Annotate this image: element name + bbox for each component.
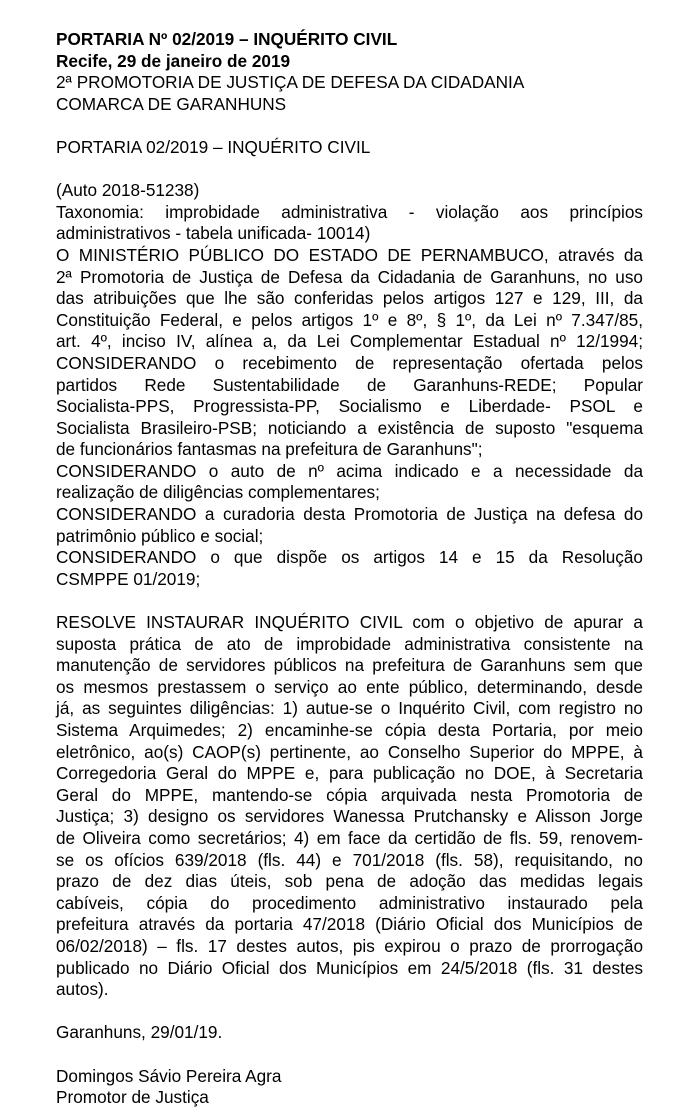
text-line: Sistema Arquimedes; 2) encaminhe-se cópia desta Portaria, por meio [56, 720, 643, 740]
text-line: prazo de dez dias úteis, sob pena de adoção das medidas legais [56, 871, 643, 892]
signer-name: Domingos Sávio Pereira Agra [56, 1065, 282, 1086]
considering-paragraph-3 [56, 504, 643, 547]
text-line: CONSIDERANDO o auto de nº acima indicado e a necessidade da [56, 460, 643, 481]
text-line: prefeitura através da portaria 47/2018 (Diário Oficial dos Municípios de [56, 914, 643, 935]
considering-paragraph-1 [56, 353, 643, 461]
text-line: já, as seguintes diligências: 1) autue-se o Inquérito Civil, com registro no [56, 698, 643, 719]
text-line: Geral do MPPE, mantendo-se cópia arquivada nesta Promotoria de [56, 784, 643, 805]
text-line: patrimônio público e social; [56, 525, 264, 546]
text-line: CSMPPE 01/2019; [56, 568, 201, 589]
office-name: 2ª PROMOTORIA DE JUSTIÇA DE DEFESA DA CIDADANIA [56, 72, 525, 93]
text-line: Socialista Brasileiro-PSB; noticiando a existência de suposto "esquema [56, 417, 643, 438]
text-line: publicado no Diário Oficial dos Municípios em 24/5/2018 (fls. 31 destes [56, 957, 643, 978]
district-name: COMARCA DE GARANHUNS [56, 93, 287, 114]
preamble-paragraph [56, 245, 643, 353]
text-line: de Oliveira como secretários; 4) em face da certidão de fls. 59, renovem- [56, 827, 643, 848]
text-line: realização de diligências complementares; [56, 482, 380, 503]
place-and-date: Garanhuns, 29/01/19. [56, 1022, 223, 1043]
resolution-paragraph [56, 612, 643, 1001]
considering-paragraph-4 [56, 547, 643, 590]
text-line: suposta prática de ato de improbidade administrativa consistente na [56, 633, 643, 654]
taxonomy-paragraph [56, 202, 643, 245]
text-line: das atribuições que lhe são conferidas pelos artigos 127 e 129, III, da [56, 288, 643, 309]
text-line: os mesmos prestassem o serviço ao ente público, determinando, desde [56, 676, 643, 697]
document-date: Recife, 29 de janeiro de 2019 [56, 50, 291, 71]
text-line: Socialista-PPS, Progressista-PP, Socialismo e Liberdade- PSOL e [56, 396, 643, 417]
text-line: Corregedoria Geral do MPPE e, para publicação no DOE, à Secretaria [56, 763, 643, 784]
text-line: autos). [56, 979, 109, 1000]
document-subtitle: PORTARIA 02/2019 – INQUÉRITO CIVIL [56, 136, 371, 157]
text-line: 2ª Promotoria de Justiça de Defesa da Cidadania de Garanhuns, no uso [56, 266, 643, 287]
text-line: eletrônico, ao(s) CAOP(s) pertinente, ao Conselho Superior do MPPE, à [56, 741, 643, 762]
document-title: PORTARIA Nº 02/2019 – INQUÉRITO CIVIL [56, 29, 398, 49]
text-line: art. 4º, inciso IV, alínea a, da Lei Complementar Estadual nº 12/1994; [56, 331, 643, 352]
considering-paragraph-2 [56, 461, 643, 504]
auto-reference: (Auto 2018-51238) [56, 180, 200, 201]
text-line: CONSIDERANDO o que dispõe os artigos 14 e 15 da Resolução [56, 547, 643, 568]
text-line: Justiça; 3) designo os servidores Wanessa Prutchansky e Alisson Jorge [56, 806, 643, 827]
text-line: cabíveis, cópia do procedimento administrativo instaurado pela [56, 892, 643, 913]
text-line: 06/02/2018) – fls. 17 destes autos, pis expirou o prazo de prorrogação [56, 935, 643, 956]
text-line: partidos Rede Sustentabilidade de Garanhuns-REDE; Popular [56, 374, 643, 395]
text-line: manutenção de servidores públicos na prefeitura de Garanhuns sem que [56, 655, 643, 676]
text-line: O MINISTÉRIO PÚBLICO DO ESTADO DE PERNAMBUCO, através da [56, 244, 643, 265]
text-line: administrativos - tabela unificada- 10014) [56, 223, 371, 244]
text-line: Constituição Federal, e pelos artigos 1º e 8º, § 1º, da Lei nº 7.347/85, [56, 309, 643, 330]
text-line: CONSIDERANDO o recebimento de representação ofertada pelos [56, 352, 643, 373]
text-line: Taxonomia: improbidade administrativa - violação aos princípios [56, 201, 643, 222]
text-line: se os ofícios 639/2018 (fls. 44) e 701/2018 (fls. 58), requisitando, no [56, 849, 643, 870]
text-line: CONSIDERANDO a curadoria desta Promotoria de Justiça na defesa do [56, 504, 643, 525]
signer-title: Promotor de Justiça [56, 1087, 209, 1108]
text-line: RESOLVE INSTAURAR INQUÉRITO CIVIL com o objetivo de apurar a [56, 612, 643, 633]
text-line: de funcionários fantasmas na prefeitura de Garanhuns"; [56, 439, 483, 460]
